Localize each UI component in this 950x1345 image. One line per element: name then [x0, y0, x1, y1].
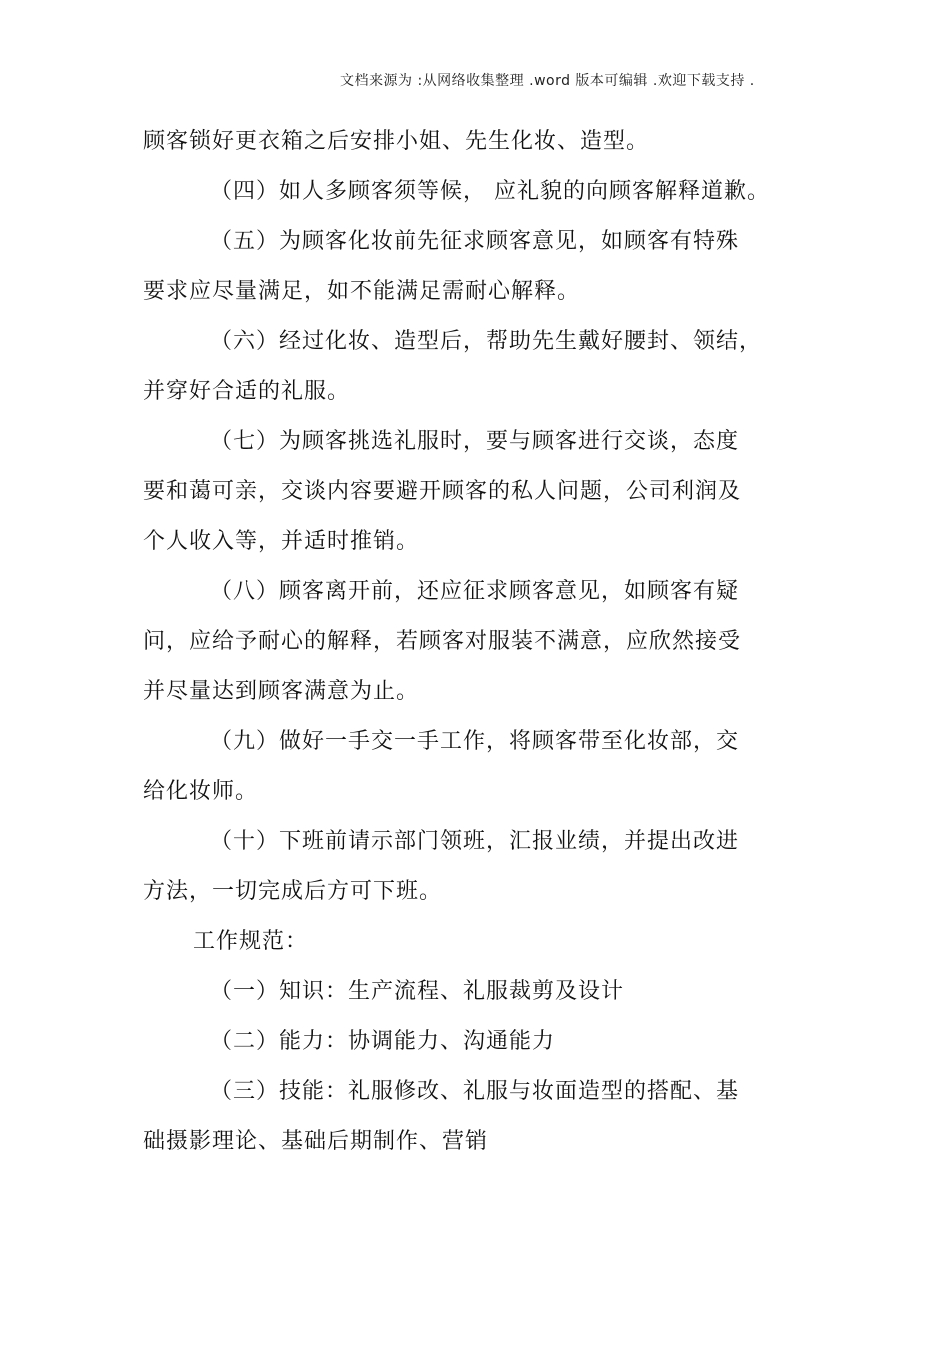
text-line: 础摄影理论、基础后期制作、营销: [143, 1129, 489, 1154]
page-header-note: 文档来源为 :从网络收集整理 .word 版本可编辑 .欢迎下载支持 .: [340, 73, 755, 89]
text-line: （十）下班前请示部门领班，汇报业绩，并提出改进: [210, 829, 740, 854]
text-line: （一）知识：生产流程、礼服裁剪及设计: [210, 979, 625, 1004]
text-line: （六）经过化妆、造型后，帮助先生戴好腰封、领结，: [210, 329, 763, 354]
text-line: （九）做好一手交一手工作，将顾客带至化妆部，交: [210, 729, 740, 754]
text-line: 要和蔼可亲，交谈内容要避开顾客的私人问题，公司利润及: [143, 479, 742, 504]
text-line: （七）为顾客挑选礼服时，要与顾客进行交谈，态度: [210, 429, 740, 454]
text-line: （四）如人多顾客须等候， 应礼貌的向顾客解释道歉。: [210, 179, 770, 204]
section-heading: 工作规范：: [193, 929, 309, 954]
text-line: （五）为顾客化妆前先征求顾客意见，如顾客有特殊: [210, 229, 740, 254]
text-line: （二）能力：协调能力、沟通能力: [210, 1029, 556, 1054]
text-line: 并尽量达到顾客满意为止。: [143, 679, 420, 704]
text-line: （三）技能：礼服修改、礼服与妆面造型的搭配、基: [210, 1079, 740, 1104]
text-line: 并穿好合适的礼服。: [143, 379, 351, 404]
text-line: 问，应给予耐心的解释，若顾客对服装不满意，应欣然接受: [143, 629, 742, 654]
text-line: 顾客锁好更衣箱之后安排小姐、先生化妆、造型。: [143, 129, 650, 154]
text-line: 个人收入等，并适时推销。: [143, 529, 420, 554]
text-line: 方法，一切完成后方可下班。: [143, 879, 443, 904]
text-line: （八）顾客离开前，还应征求顾客意见，如顾客有疑: [210, 579, 740, 604]
text-line: 要求应尽量满足，如不能满足需耐心解释。: [143, 279, 581, 304]
text-line: 给化妆师。: [143, 779, 259, 804]
